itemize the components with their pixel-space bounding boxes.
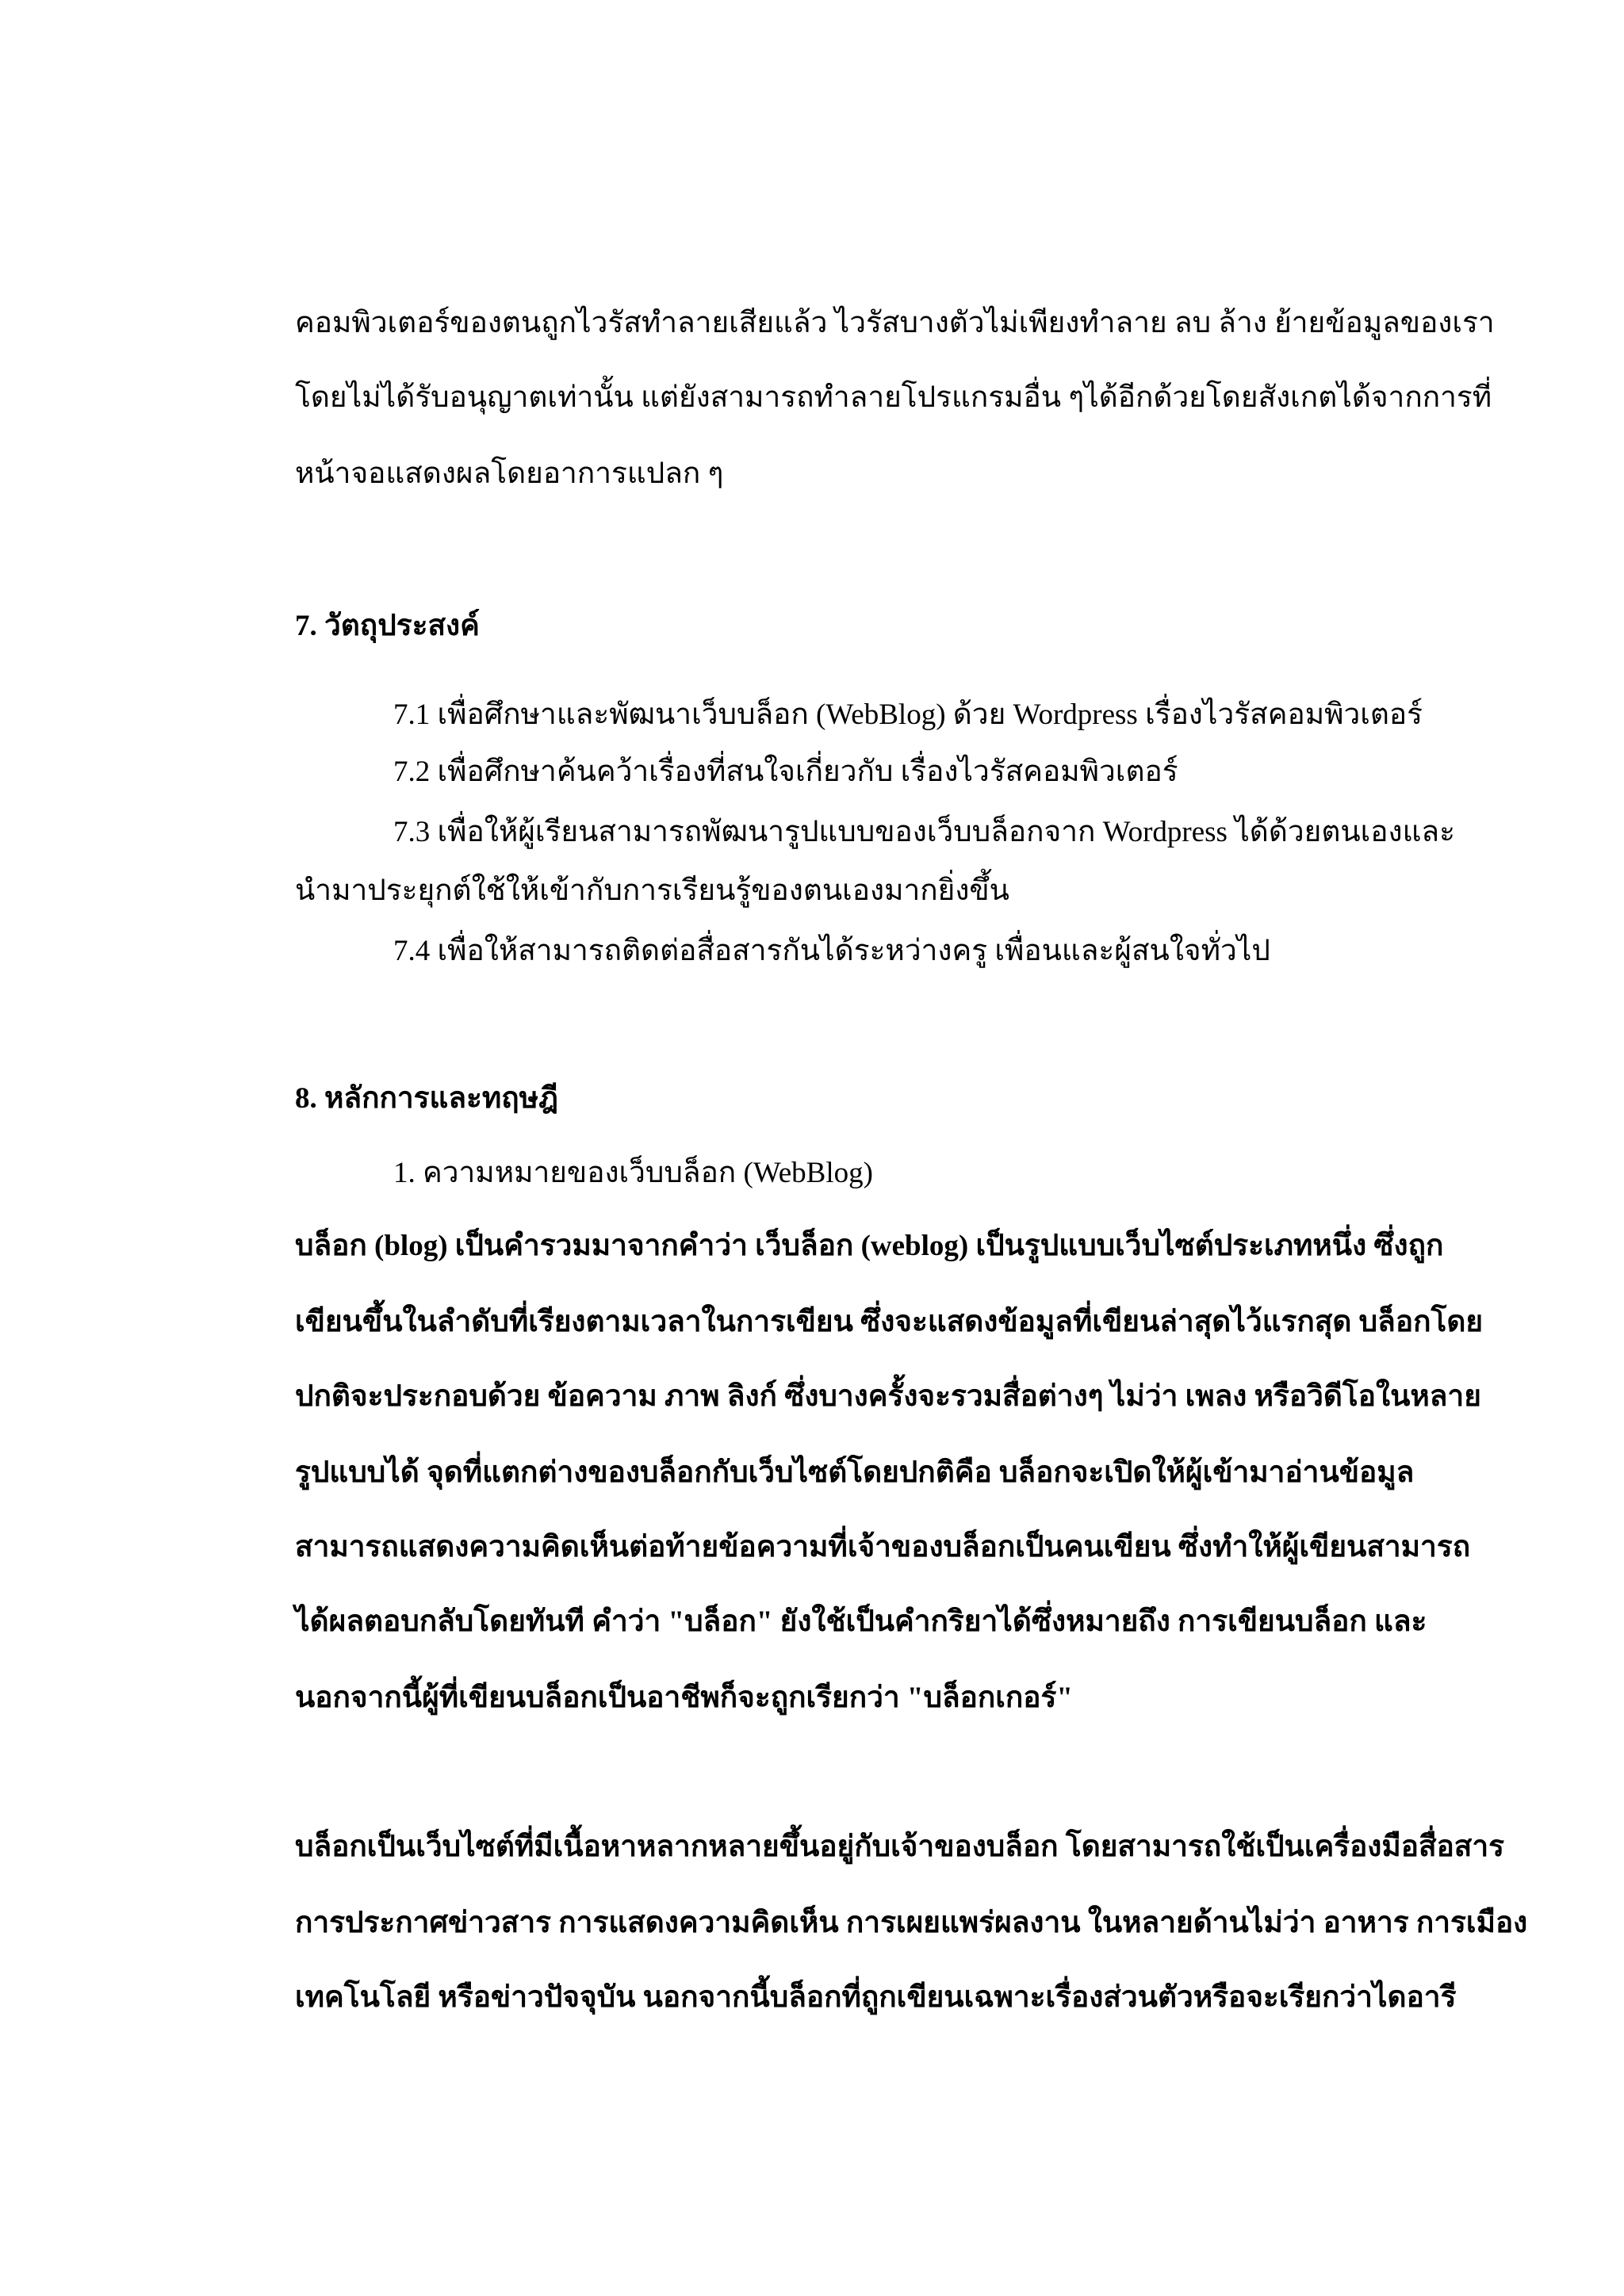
blog-definition-line-5: สามารถแสดงความคิดเห็นต่อท้ายข้อความที่เจ้าของบล็อกเป็นคนเขียน ซึ่งทำให้ผู้เขียนสามารถ (295, 1531, 1471, 1563)
blog-definition-line-7: นอกจากนี้ผู้ที่เขียนบล็อกเป็นอาชีพก็จะถูกเรียกว่า "บล็อกเกอร์" (295, 1682, 1073, 1714)
blog-content-line-2: การประกาศข่าวสาร การแสดงความคิดเห็น การเผยแพร่ผลงาน ในหลายด้านไม่ว่า อาหาร การเมือง (295, 1907, 1528, 1939)
objective-item-2: 7.2 เพื่อศึกษาค้นคว้าเรื่องที่สนใจเกี่ยวกับ เรื่องไวรัสคอมพิวเตอร์ (393, 756, 1178, 788)
intro-line-2: โดยไม่ได้รับอนุญาตเท่านั้น แต่ยังสามารถทำลายโปรแกรมอื่น ๆได้อีกด้วยโดยสังเกตได้จากการที่ (295, 381, 1492, 414)
objective-item-1: 7.1 เพื่อศึกษาและพัฒนาเว็บบล็อก (WebBlog) ด้วย Wordpress เรื่องไวรัสคอมพิวเตอร์ (393, 698, 1423, 731)
blog-definition-line-6: ได้ผลตอบกลับโดยทันที คำว่า "บล็อก" ยังใช้เป็นคำกริยาได้ซึ่งหมายถึง การเขียนบล็อก และ (295, 1605, 1427, 1638)
section-8-heading: 8. หลักการและทฤษฎี (295, 1082, 558, 1115)
blog-content-line-1: บล็อกเป็นเว็บไซต์ที่มีเนื้อหาหลากหลายขึ้นอยู่กับเจ้าของบล็อก โดยสามารถใช้เป็นเครื่องมือสื่อสาร (295, 1831, 1505, 1863)
intro-line-1: คอมพิวเตอร์ของตนถูกไวรัสทำลายเสียแล้ว ไวรัสบางตัวไม่เพียงทำลาย ลบ ล้าง ย้ายข้อมูลของเรา (295, 307, 1495, 339)
blog-definition-line-2: เขียนขึ้นในลำดับที่เรียงตามเวลาในการเขียน ซึ่งจะแสดงข้อมูลที่เขียนล่าสุดไว้แรกสุด บล็อกโดย (295, 1306, 1484, 1338)
blog-definition-line-3: ปกติจะประกอบด้วย ข้อความ ภาพ ลิงก์ ซึ่งบางครั้งจะรวมสื่อต่างๆ ไม่ว่า เพลง หรือวิดีโอในหลาย (295, 1380, 1481, 1413)
objective-item-3-continued: นำมาประยุกต์ใช้ให้เข้ากับการเรียนรู้ของตนเองมากยิ่งขึ้น (295, 874, 1009, 907)
section-7-heading: 7. วัตถุประสงค์ (295, 610, 480, 642)
objective-item-4: 7.4 เพื่อให้สามารถติดต่อสื่อสารกันได้ระหว่างครู เพื่อนและผู้สนใจทั่วไป (393, 935, 1270, 967)
objective-item-3: 7.3 เพื่อให้ผู้เรียนสามารถพัฒนารูปแบบของเว็บบล็อกจาก Wordpress ได้ด้วยตนเองและ (393, 816, 1455, 848)
blog-content-line-3: เทคโนโลยี หรือข่าวปัจจุบัน นอกจากนี้บล็อกที่ถูกเขียนเฉพาะเรื่องส่วนตัวหรือจะเรียกว่าไดอารี (295, 1981, 1457, 2014)
blog-definition-line-1: บล็อก (blog) เป็นคำรวมมาจากคำว่า เว็บล็อก (weblog) เป็นรูปแบบเว็บไซต์ประเภทหนึ่ง ซึ่งถูก (295, 1230, 1444, 1262)
section-8-subheading: 1. ความหมายของเว็บบล็อก (WebBlog) (393, 1157, 873, 1189)
intro-line-3: หน้าจอแสดงผลโดยอาการแปลก ๆ (295, 457, 724, 490)
blog-definition-line-4: รูปแบบได้ จุดที่แตกต่างของบล็อกกับเว็บไซต์โดยปกติคือ บล็อกจะเปิดให้ผู้เข้ามาอ่านข้อมูล (295, 1456, 1415, 1489)
